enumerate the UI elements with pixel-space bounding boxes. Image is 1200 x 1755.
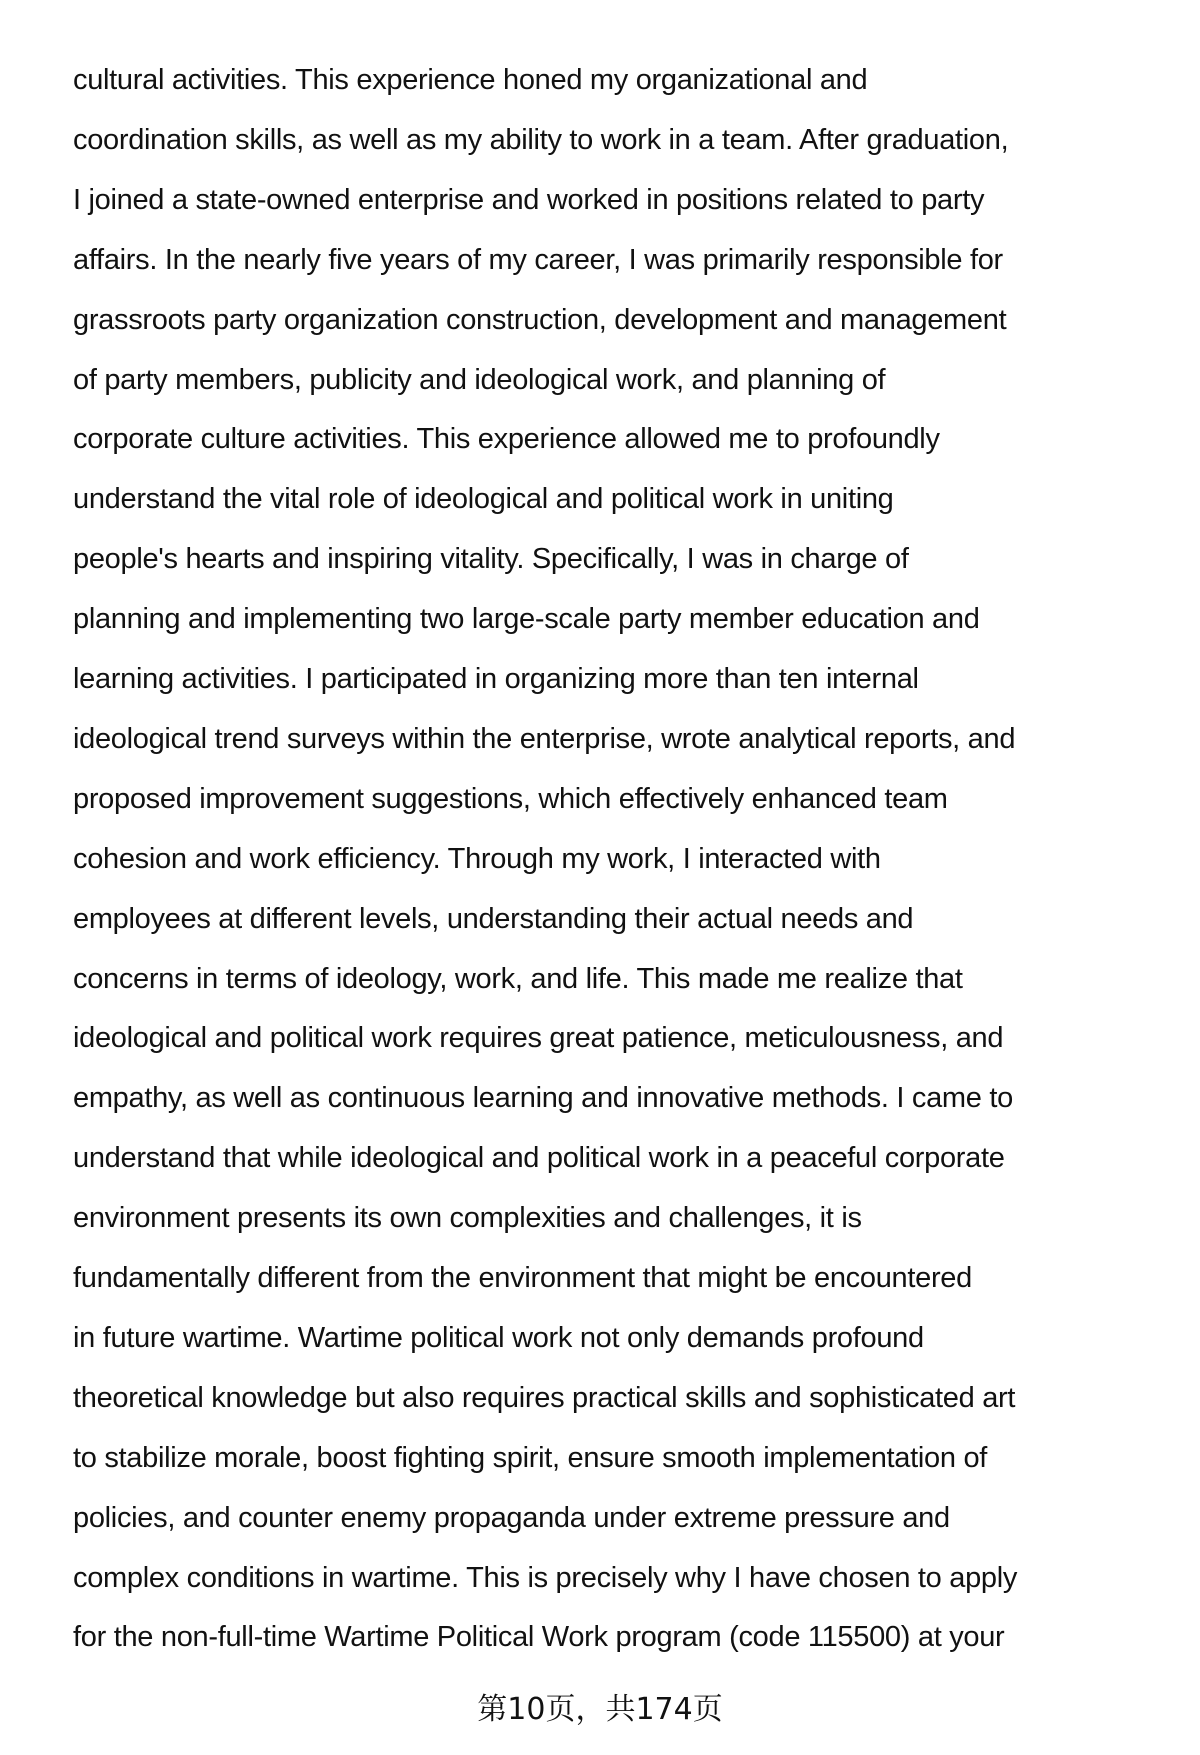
- text-line: coordination skills, as well as my ability to work in a team. After graduation,: [73, 123, 1009, 156]
- text-line: learning activities. I participated in organizing more than ten internal: [73, 663, 919, 695]
- text-line: empathy, as well as continuous learning and innovative methods. I came to: [73, 1082, 1013, 1115]
- text-line: understand the vital role of ideological and political work in uniting: [73, 483, 894, 516]
- text-line: for the non-full-time Wartime Political Work program (code 115500) at your: [73, 1621, 1005, 1654]
- text-line: I joined a state-owned enterprise and worked in positions related to party: [73, 183, 985, 216]
- text-line: cohesion and work efficiency. Through my work, I interacted with: [73, 842, 881, 875]
- text-line: environment presents its own complexities and challenges, it is: [73, 1202, 862, 1235]
- text-line: policies, and counter enemy propaganda under extreme pressure and: [73, 1501, 950, 1534]
- text-line: ideological trend surveys within the enterprise, wrote analytical reports, and: [73, 722, 1016, 755]
- text-line: people's hearts and inspiring vitality. Specifically, I was in charge of: [73, 543, 909, 576]
- text-line: theoretical knowledge but also requires practical skills and sophisticated art: [73, 1381, 1016, 1414]
- text-line: in future wartime. Wartime political work not only demands profound: [73, 1321, 924, 1354]
- text-line: proposed improvement suggestions, which effectively enhanced team: [73, 782, 948, 815]
- text-line: complex conditions in wartime. This is precisely why I have chosen to apply: [73, 1561, 1018, 1594]
- text-line: planning and implementing two large-scale party member education and: [73, 603, 980, 636]
- text-line: affairs. In the nearly five years of my career, I was primarily responsible for: [73, 243, 1003, 276]
- text-line: grassroots party organization construction, development and management: [73, 303, 1007, 336]
- text-line: understand that while ideological and political work in a peaceful corporate: [73, 1142, 1005, 1175]
- text-line: corporate culture activities. This experience allowed me to profoundly: [73, 423, 940, 456]
- text-line: fundamentally different from the environment that might be encountered: [73, 1262, 972, 1294]
- text-line: ideological and political work requires great patience, meticulousness, and: [73, 1022, 1004, 1055]
- page-number-footer: 第10页，共174页: [477, 1692, 723, 1727]
- text-line: employees at different levels, understanding their actual needs and: [73, 902, 914, 935]
- text-line: cultural activities. This experience honed my organizational and: [73, 64, 868, 96]
- text-line: concerns in terms of ideology, work, and life. This made me realize that: [73, 962, 963, 995]
- text-line: of party members, publicity and ideological work, and planning of: [73, 363, 886, 396]
- text-line: to stabilize morale, boost fighting spirit, ensure smooth implementation of: [73, 1441, 988, 1474]
